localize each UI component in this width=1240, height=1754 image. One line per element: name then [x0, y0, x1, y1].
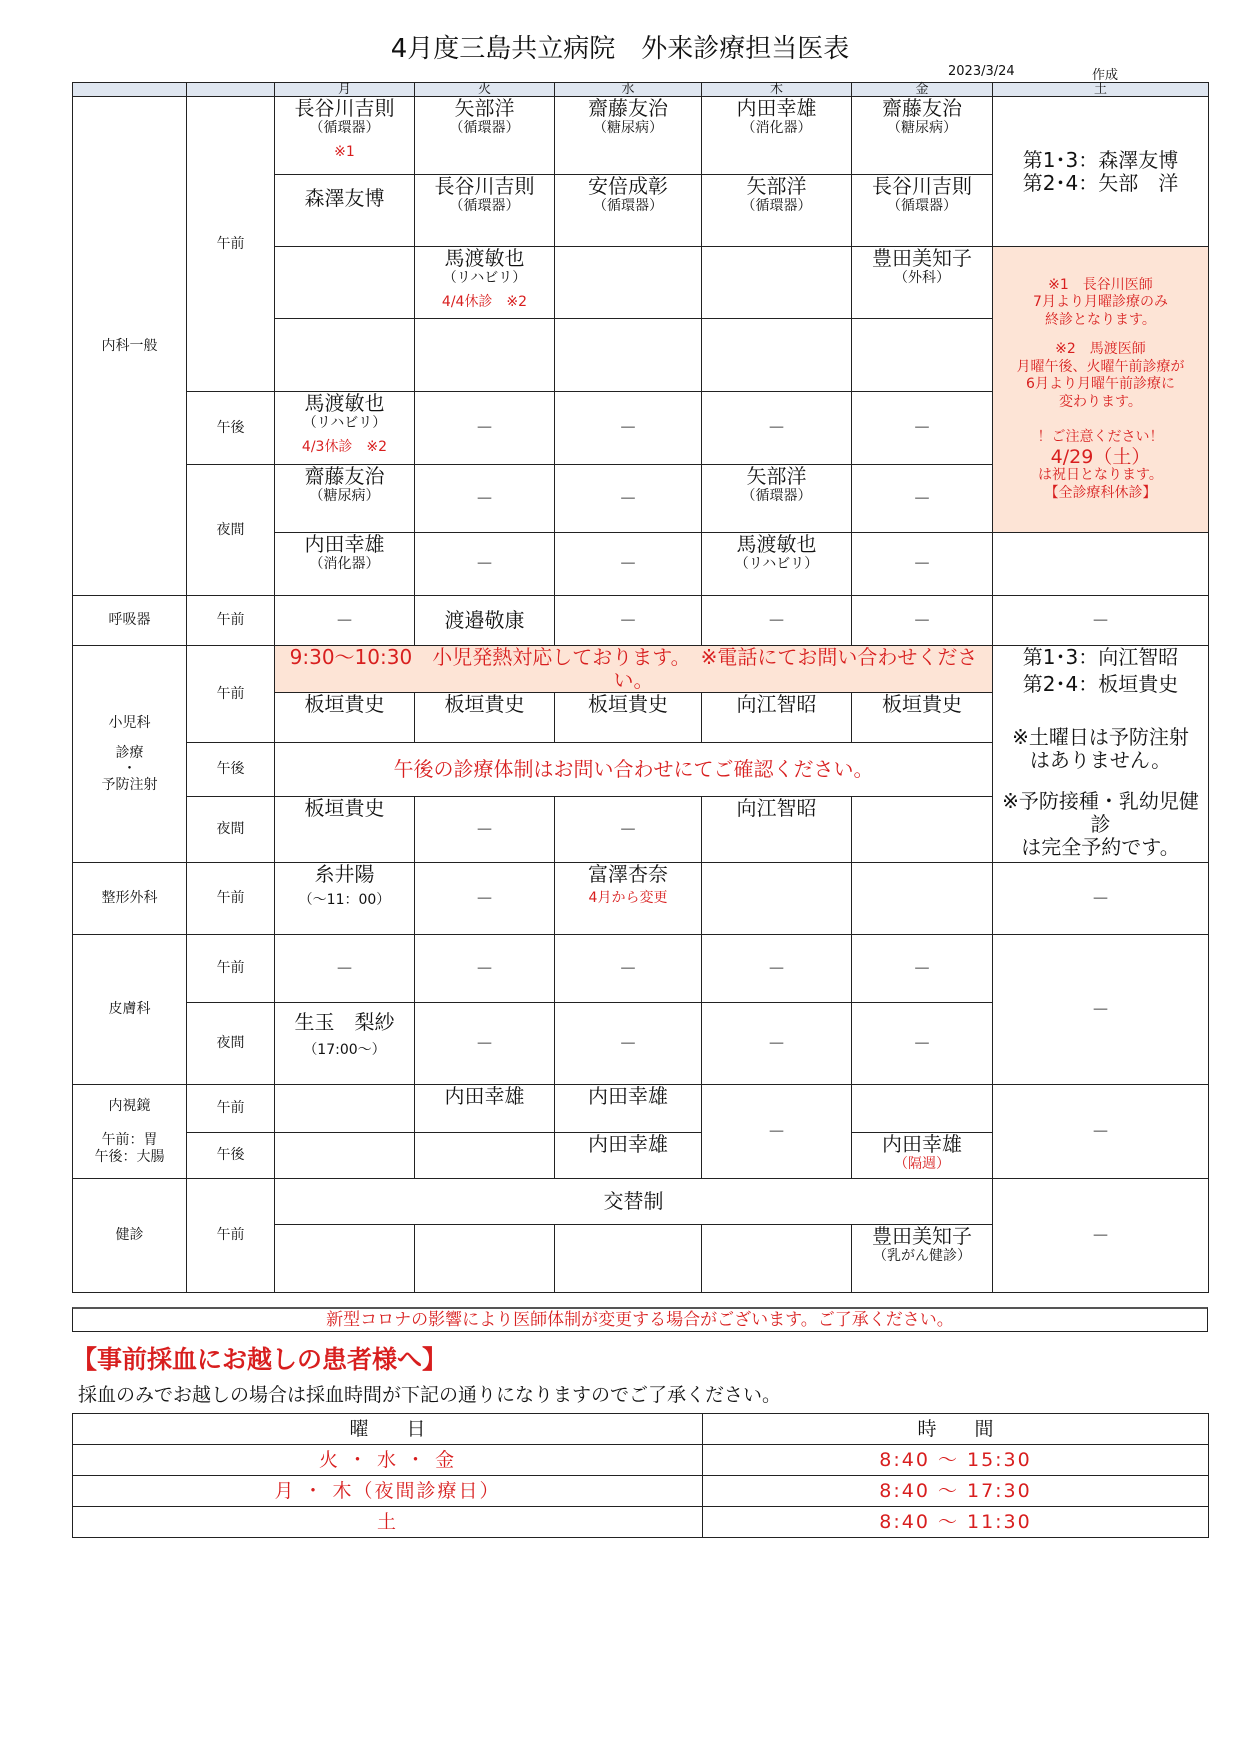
doctor-cell: 矢部洋 （循環器）: [415, 97, 555, 175]
doctor-cell: 板垣貴史: [275, 693, 415, 743]
rotation-cell: 交替制: [275, 1179, 993, 1225]
section-description: 採血のみでお越しの場合は採血時間が下記の通りになりますのでご了承ください。: [78, 1384, 782, 1406]
blood-draw-table: [72, 1413, 1209, 1538]
afternoon-notice: 午後の診療体制はお問い合わせにてご確認ください。: [275, 743, 993, 797]
doctor-cell: 齋藤友治 （糖尿病）: [852, 97, 993, 175]
doctor-cell: 長谷川吉則 （循環器）: [415, 175, 555, 247]
table-row: 整形外科 午前 糸井陽 （～11：00） － 富澤杏奈 4月から変更 －: [73, 863, 1209, 935]
created-date: 2023/3/24: [948, 64, 1015, 79]
dept-naika: 内科一般: [73, 97, 187, 596]
doctor-cell: 馬渡敏也 （リハビリ）: [702, 533, 852, 596]
day-thu: 木: [702, 83, 852, 97]
schedule-table: [72, 82, 1209, 1293]
covid-notice: 新型コロナの影響により医師体制が変更する場合がございます。ご了承ください。: [72, 1307, 1208, 1332]
table-row: 小児科 診療 ・ 予防注射 午前 9:30～10:30 小児発熱対応しております。 ※電話にてお問い合わせください。 第1･3：向江智昭 第2･4：板垣貴史 ※土曜日は予防注射 はありません。 ※予防接種・乳幼児健診 は完全予約です。: [73, 646, 1209, 693]
doctor-cell: 内田幸雄: [415, 1085, 555, 1133]
day-tue: 火: [415, 83, 555, 97]
doctor-cell: 内田幸雄 （隔週）: [852, 1133, 993, 1179]
doctor-cell: 豊田美知子 （乳がん健診）: [852, 1225, 993, 1293]
slot-am: 午前: [187, 97, 275, 392]
doctor-cell: 内田幸雄: [555, 1133, 702, 1179]
sat-cell: 第1･3：森澤友博 第2･4：矢部 洋: [993, 97, 1209, 247]
table-row: 午後 馬渡敏也 （リハビリ） 4/3休診 ※2 － － － －: [73, 392, 1209, 465]
table-row: [73, 97, 1209, 175]
doctor-cell: 向江智昭: [702, 797, 852, 863]
doctor-cell: 板垣貴史: [415, 693, 555, 743]
sat-cell: 第1･3：向江智昭 第2･4：板垣貴史 ※土曜日は予防注射 はありません。 ※予防接種・乳幼児健診 は完全予約です。: [993, 646, 1209, 863]
fever-notice-band: 9:30～10:30 小児発熱対応しております。 ※電話にてお問い合わせください。: [275, 646, 993, 693]
table-row: [73, 1414, 1209, 1445]
dept-hifu: 皮膚科: [73, 935, 187, 1085]
table-row: 火 ・ 水 ・ 金 8:40 ～ 15:30: [73, 1445, 1209, 1476]
doctor-cell: 安倍成彰 （循環器）: [555, 175, 702, 247]
doctor-cell: 矢部洋 （循環器）: [702, 175, 852, 247]
table-row: 健診 午前 交替制 －: [73, 1179, 1209, 1225]
doctor-cell: 渡邉敬康: [415, 596, 555, 646]
created-label: 作成: [1092, 68, 1119, 83]
slot-pm: 午後: [187, 392, 275, 465]
table-row: 午後 内田幸雄 内田幸雄 （隔週）: [73, 1133, 1209, 1179]
doctor-cell: 内田幸雄 （消化器）: [275, 533, 415, 596]
page-title: 4月度三島共立病院 外来診療担当医表: [390, 34, 850, 64]
table-row: 夜間 齋藤友治 （糖尿病） － － 矢部洋 （循環器） －: [73, 465, 1209, 533]
doctor-cell: 長谷川吉則 （循環器） ※1: [275, 97, 415, 175]
section-heading: 【事前採血にお越しの患者様へ】: [72, 1345, 448, 1374]
day-sat: 土: [993, 83, 1209, 97]
table-row: 皮膚科 午前 － － － － － －: [73, 935, 1209, 1003]
doctor-cell: 生玉 梨紗 （17:00～）: [275, 1003, 415, 1085]
day-mon: 月: [275, 83, 415, 97]
slot-night: 夜間: [187, 465, 275, 596]
dept-kokyuki: 呼吸器: [73, 596, 187, 646]
doctor-cell: 長谷川吉則 （循環器）: [852, 175, 993, 247]
table-row: 午後 午後の診療体制はお問い合わせにてご確認ください。: [73, 743, 1209, 797]
doctor-cell: 板垣貴史: [275, 797, 415, 863]
doctor-cell: 馬渡敏也 （リハビリ） 4/4休診 ※2: [415, 247, 555, 319]
table-row: 内田幸雄 （消化器） － － 馬渡敏也 （リハビリ） －: [73, 533, 1209, 596]
table-row: 夜間 板垣貴史 － － 向江智昭: [73, 797, 1209, 863]
table-row: 夜間 生玉 梨紗 （17:00～） － － － －: [73, 1003, 1209, 1085]
table-row: 月 ・ 木（夜間診療日） 8:40 ～ 17:30: [73, 1476, 1209, 1507]
doctor-cell: 齋藤友治 （糖尿病）: [555, 97, 702, 175]
doctor-cell: 内田幸雄 （消化器）: [702, 97, 852, 175]
doctor-cell: 馬渡敏也 （リハビリ） 4/3休診 ※2: [275, 392, 415, 465]
doctor-cell: 内田幸雄: [555, 1085, 702, 1133]
doctor-cell: 豊田美知子 （外科）: [852, 247, 993, 319]
doctor-cell: 齋藤友治 （糖尿病）: [275, 465, 415, 533]
doctor-cell: 向江智昭: [702, 693, 852, 743]
day-header-row: [73, 83, 1209, 97]
day-fri: 金: [852, 83, 993, 97]
header-time: 時 間: [703, 1414, 1209, 1445]
day-wed: 水: [555, 83, 702, 97]
header-day: 曜 日: [73, 1414, 703, 1445]
dept-shoni: 小児科 診療 ・ 予防注射: [73, 646, 187, 863]
table-row: 呼吸器 午前 － 渡邉敬康 － － － －: [73, 596, 1209, 646]
table-row: 内視鏡 午前：胃 午後：大腸 午前 内田幸雄 内田幸雄 － －: [73, 1085, 1209, 1133]
sat-notice: ※1 長谷川医師 7月より月曜診療のみ 終診となります。 ※2 馬渡医師 月曜午後、火曜午前診療が 6月より月曜午前診療に 変わります。 ！ご注意ください！ 4/29（土） は祝日となります。 【全診療科休診】: [993, 247, 1209, 533]
doctor-cell: 森澤友博: [275, 175, 415, 247]
doctor-cell: 富澤杏奈 4月から変更: [555, 863, 702, 935]
dept-seikei: 整形外科: [73, 863, 187, 935]
dept-kenshin: 健診: [73, 1179, 187, 1293]
table-row: 土 8:40 ～ 11:30: [73, 1507, 1209, 1538]
doctor-cell: 糸井陽 （～11：00）: [275, 863, 415, 935]
doctor-cell: 板垣貴史: [852, 693, 993, 743]
doctor-cell: 矢部洋 （循環器）: [702, 465, 852, 533]
doctor-cell: 板垣貴史: [555, 693, 702, 743]
dept-naishikyo: 内視鏡 午前：胃 午後：大腸: [73, 1085, 187, 1179]
